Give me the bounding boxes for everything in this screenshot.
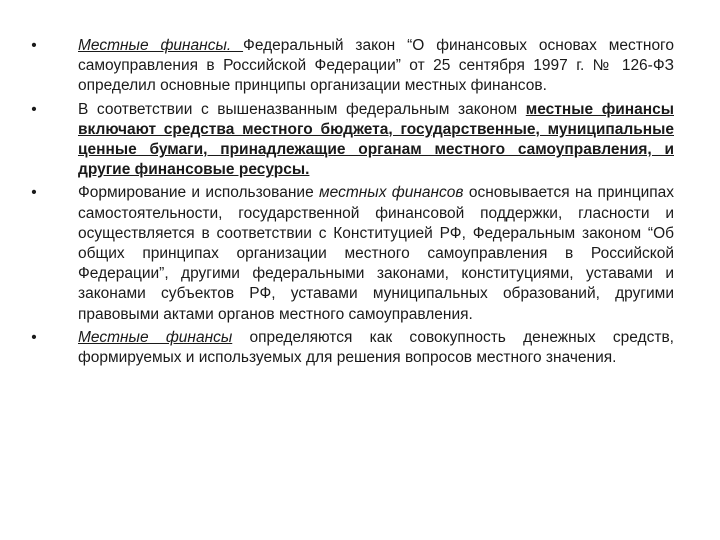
item-text: основывается на принципах самостоятельности, государственной финансовой поддержки, гласности и осуществляется в соответствии с Конституцией РФ, Федеральным законом “Об общих принципах организации местного самоуправления в Российской Федерации”, другими федеральными законами, конституциями, уставами и законами субъектов РФ, уставами муниципальных образований, другими правовыми актами органов местного самоуправления. (78, 184, 674, 323)
bullet-icon: • (31, 37, 37, 54)
item-text: определяются как совокупность денежных средств, формируемых и используемых для решения вопросов местного значения. (78, 328, 674, 367)
item-text: Формирование и использование (78, 184, 320, 202)
list-item (28, 328, 674, 368)
term-local-finance: Местные финансы. (78, 37, 244, 54)
bullet-icon: • (31, 184, 37, 202)
list-item (28, 100, 674, 181)
bullet-icon: • (31, 100, 37, 118)
item-text: В соответствии с вышеназванным федеральным законом (78, 100, 526, 118)
bullet-list (28, 36, 674, 368)
emphasized-definition: местные финансы включают средства местного бюджета, государственные, муниципальные ценные бумаги, принадлежащие органам местного самоуправления, и другие финансовые ресурсы. (78, 100, 674, 179)
term-local-finance: Местные финансы (78, 328, 233, 346)
bullet-icon: • (31, 328, 37, 346)
item-text: Федеральный закон “О финансовых основах местного самоуправления в Российской Федерации” от 25 сентября 1997 г. № 126-ФЗ определил основные принципы организации местных финансов. (78, 37, 674, 95)
list-item (28, 183, 674, 324)
term-local-finance-italic: местных финансов (319, 184, 464, 202)
list-item (28, 36, 674, 97)
